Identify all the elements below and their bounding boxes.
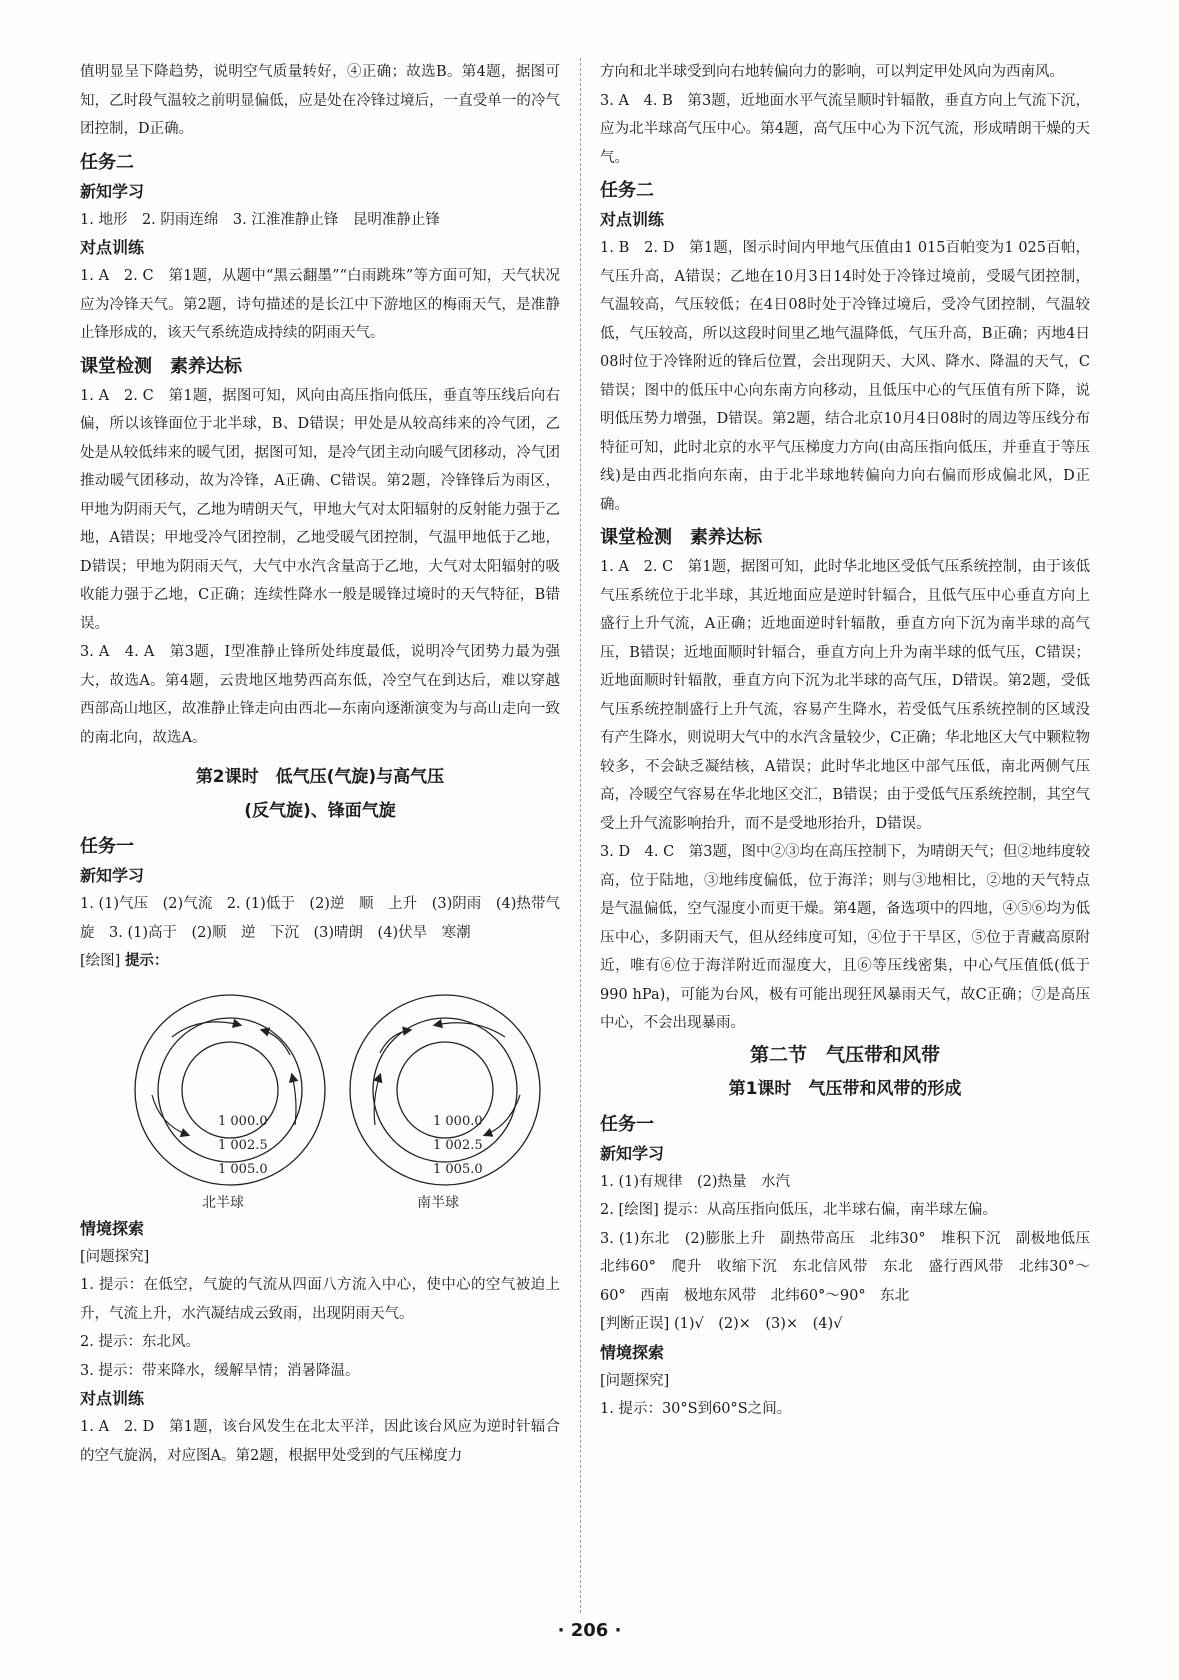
question-tag: [问题探究] xyxy=(80,1249,150,1265)
isobar-label: 1 002.5 xyxy=(433,1138,483,1153)
judge-answers: (1)√ (2)× (3)× (4)√ xyxy=(673,1316,843,1332)
south-diagram xyxy=(350,995,540,1211)
answer-line: 3. 提示：带来降水，缓解旱情；消暑降温。 xyxy=(80,1362,360,1379)
column-divider xyxy=(580,58,581,1613)
paragraph: 3. (1)东北 (2)膨胀上升 副热带高压 北纬30° 堆积下沉 副极地低压 北纬60° 爬升 收缩下沉 东北信风带 东北 盛行西风带 北纬30°～60° 西南 极地东风带 北纬60°～90° 东北 xyxy=(600,1230,1105,1304)
subheading: 新知学习 xyxy=(600,1143,665,1163)
paragraph: 1. A 2. C 第1题，从题中“黑云翻墨”“白雨跳珠”等方面可知，天气状况应为冷锋天气。第2题，诗句描述的是长江中下游地区的梅雨天气，是准静止锋形成的，该天气系统造成持续的阴雨天气。 xyxy=(80,268,560,341)
paragraph: 3. D 4. C 第3题，图中②③均在高压控制下，为晴朗天气；但②地纬度较高，位于陆地，③地纬度偏低，位于海洋；则与③地相比，②地的天气特点是气温偏低，空气湿度小而更干燥。第4题，备选项中的四地，④⑤⑥均为低压中心，多阴雨天气，但从经纬度可知，④位于干旱区，⑤位于青藏高原附近，唯有⑥位于海洋附近而湿度大，且⑥等压线密集，中心气压值低(低于990 hPa)，可能为台风，极有可能出现狂风暴雨天气，故C正确；⑦是高压中心，不会出现暴雨。 xyxy=(600,844,1090,1031)
lesson-title: (反气旋)、锋面气旋 xyxy=(244,801,396,821)
north-label: 北半球 xyxy=(202,1195,244,1211)
cyclone-diagram-svg xyxy=(80,975,560,1215)
paragraph: 1. A 2. C 第1题，据图可知，风向由高压指向低压，垂直等压线后向右偏，所以该锋面位于北半球，B、D错误；甲处是从较高纬来的冷气团，乙处是从较低纬来的暖气团，据图可知，是冷气团主动向暖气团移动，冷气团推动暖气团移动，故为冷锋，A正确、C错误。第2题，冷锋锋后为雨区，甲地为阴雨天气，乙地为晴朗天气，甲地大气对太阳辐射的反射能力强于乙地，A错误；甲地受冷气团控制，乙地受暖气团控制，气温甲地低于乙地，D错误；甲地为阴雨天气，大气中水汽含量高于乙地，大气对太阳辐射的吸收能力强于乙地，C正确；连续性降水一般是暖锋过境时的天气特征，B错误。 xyxy=(80,387,560,632)
paragraph: 1. A 2. C 第1题，据图可知，此时华北地区受低气压系统控制，由于该低气压系统位于北半球，其近地面应是逆时针辐合，且低气压中心垂直方向上盛行上升气流，A正确；近地面逆时针辐散，垂直方向下沉为南半球的高气压，B错误；近地面顺时针辐合，垂直方向上升为南半球的低气压，C错误；近地面顺时针辐散，垂直方向下沉为北半球的高气压，D错误。第2题，受低气压系统控制盛行上升气流，容易产生降水，若受低气压系统控制的区域没有产生降水，则说明大气中的水汽含量较少，C正确；华北地区大气中颗粒物较多，不会缺乏凝结核，A错误；此时华北地区中部气压低，南北两侧气压高，冷暖空气容易在华北地区交汇，B错误；由于受低气压系统控制，其空气受上升气流影响抬升，而不是受地形抬升，D错误。 xyxy=(600,559,1090,832)
answer-line: 2. 提示：东北风。 xyxy=(80,1334,200,1350)
task-heading: 任务一 xyxy=(600,1113,654,1135)
subheading: 对点训练 xyxy=(80,238,145,257)
subheading: 新知学习 xyxy=(80,866,145,885)
page-number: · 206 · xyxy=(557,1620,622,1641)
isobar-label: 1 005.0 xyxy=(218,1162,268,1177)
lesson-title: 第2课时 低气压(气旋)与高气压 xyxy=(195,767,445,787)
paragraph: 1. B 2. D 第1题，图示时间内甲地气压值由1 015百帕变为1 025百帕，气压升高，A错误；乙地在10月3日14时处于冷锋过境前，受暖气团控制，气温较高，气压较低；在4日08时处于冷锋过境后，受冷气团控制，气温较低，气压较高，所以这段时间里乙地气温降低，气压升高，B正确；丙地4日08时位于冷锋附近的锋后位置，会出现阴天、大风、降水、降温的天气，C错误；图中的低压中心向东南方向移动，且低压中心的气压值有所下降，说明低压势力增强，D错误。第2题，结合北京10月4日08时的周边等压线分布特征可知，此时北京的水平气压梯度力方向(由高压指向低压，并垂直于等压线)是由西北指向东南，由于北半球地转偏向力向右偏而形成偏北风，D正确。 xyxy=(600,240,1090,513)
task-heading: 任务二 xyxy=(80,151,134,173)
subheading: 对点训练 xyxy=(80,1389,145,1408)
answer-line: 1. (1)有规律 (2)热量 水汽 xyxy=(600,1173,791,1190)
draw-tag: [绘图] xyxy=(80,953,121,969)
subheading: 新知学习 xyxy=(80,181,145,201)
cyclone-diagram xyxy=(80,975,560,1215)
paragraph: 值明显呈下降趋势，说明空气质量转好，④正确；故选B。第4题，据图可知，乙时段气温较之前明显偏低，应是处在冷锋过境后，一直受单一的冷气团控制，D正确。 xyxy=(80,64,560,137)
subheading: 情境探索 xyxy=(600,1342,665,1362)
paragraph: 1. (1)气压 (2)气流 2. (1)低于 (2)逆 顺 上升 (3)阴雨 (4)热带气旋 3. (1)高于 (2)顺 逆 下沉 (3)晴朗 (4)伏旱 寒潮 xyxy=(80,896,560,941)
paragraph: 1. A 2. D 第1题，该台风发生在北太平洋，因此该台风应为逆时针辐合的空气旋涡，对应图A。第2题，根据甲处受到的气压梯度力 xyxy=(80,1419,560,1464)
subheading: 对点训练 xyxy=(600,210,665,229)
answer-line: 1. 提示：在低空，气旋的气流从四面八方流入中心，使中心的空气被迫上升，气流上升，水汽凝结成云致雨，出现阴雨天气。 xyxy=(80,1277,560,1322)
judge-tag: [判断正误] xyxy=(600,1316,670,1332)
subheading: 情境探索 xyxy=(80,1219,145,1238)
draw-hint-line xyxy=(80,947,560,975)
left-column xyxy=(80,58,560,1470)
isobar-label: 1 000.0 xyxy=(433,1114,483,1129)
page-number-value: 206 xyxy=(570,1620,609,1641)
isobar-label: 1 005.0 xyxy=(433,1162,483,1177)
isobar-label: 1 002.5 xyxy=(218,1138,268,1153)
draw-tag: [绘图] xyxy=(618,1202,659,1218)
answer-line xyxy=(600,1196,1090,1225)
isobar-label: 1 000.0 xyxy=(218,1114,268,1129)
question-tag: [问题探究] xyxy=(600,1372,670,1389)
lesson-title: 第1课时 气压带和风带的形成 xyxy=(728,1078,962,1099)
south-label: 南半球 xyxy=(417,1195,459,1211)
paragraph: 3. A 4. B 第3题，近地面水平气流呈顺时针辐散，垂直方向上气流下沉，应为北半球高气压中心。第4题，高气压中心为下沉气流，形成晴朗干燥的天气。 xyxy=(600,92,1090,166)
task-heading: 任务一 xyxy=(80,836,134,857)
item-number: 2. xyxy=(600,1202,619,1218)
task-heading: 任务二 xyxy=(600,180,654,201)
answer-line: 1. 地形 2. 阴雨连绵 3. 江淮准静止锋 昆明准静止锋 xyxy=(80,211,440,228)
north-diagram xyxy=(135,995,325,1211)
right-column xyxy=(600,58,1105,1423)
paragraph: 3. A 4. A 第3题，Ⅰ型准静止锋所处纬度最低，说明冷气团势力最为强大，故选A。第4题，云贵地区地势西高东低，冷空气在到达后，难以穿越西部高山地区，故准静止锋走向由西北—东南向逐渐演变为与高山走向一致的南北向，故选A。 xyxy=(80,644,560,746)
section-heading: 课堂检测 素养达标 xyxy=(600,527,762,548)
section-title: 第二节 气压带和风带 xyxy=(749,1043,940,1066)
judge-line xyxy=(600,1310,1090,1339)
paragraph: 方向和北半球受到向右地转偏向力的影响，可以判定甲处风向为西南风。 xyxy=(600,64,1064,80)
draw-hint: 提示：从高压指向低压，北半球右偏，南半球左偏。 xyxy=(663,1202,997,1218)
answer-line: 1. 提示：30°S到60°S之间。 xyxy=(600,1400,792,1417)
hint-label: 提示： xyxy=(124,953,169,969)
section-heading: 课堂检测 素养达标 xyxy=(80,355,242,377)
